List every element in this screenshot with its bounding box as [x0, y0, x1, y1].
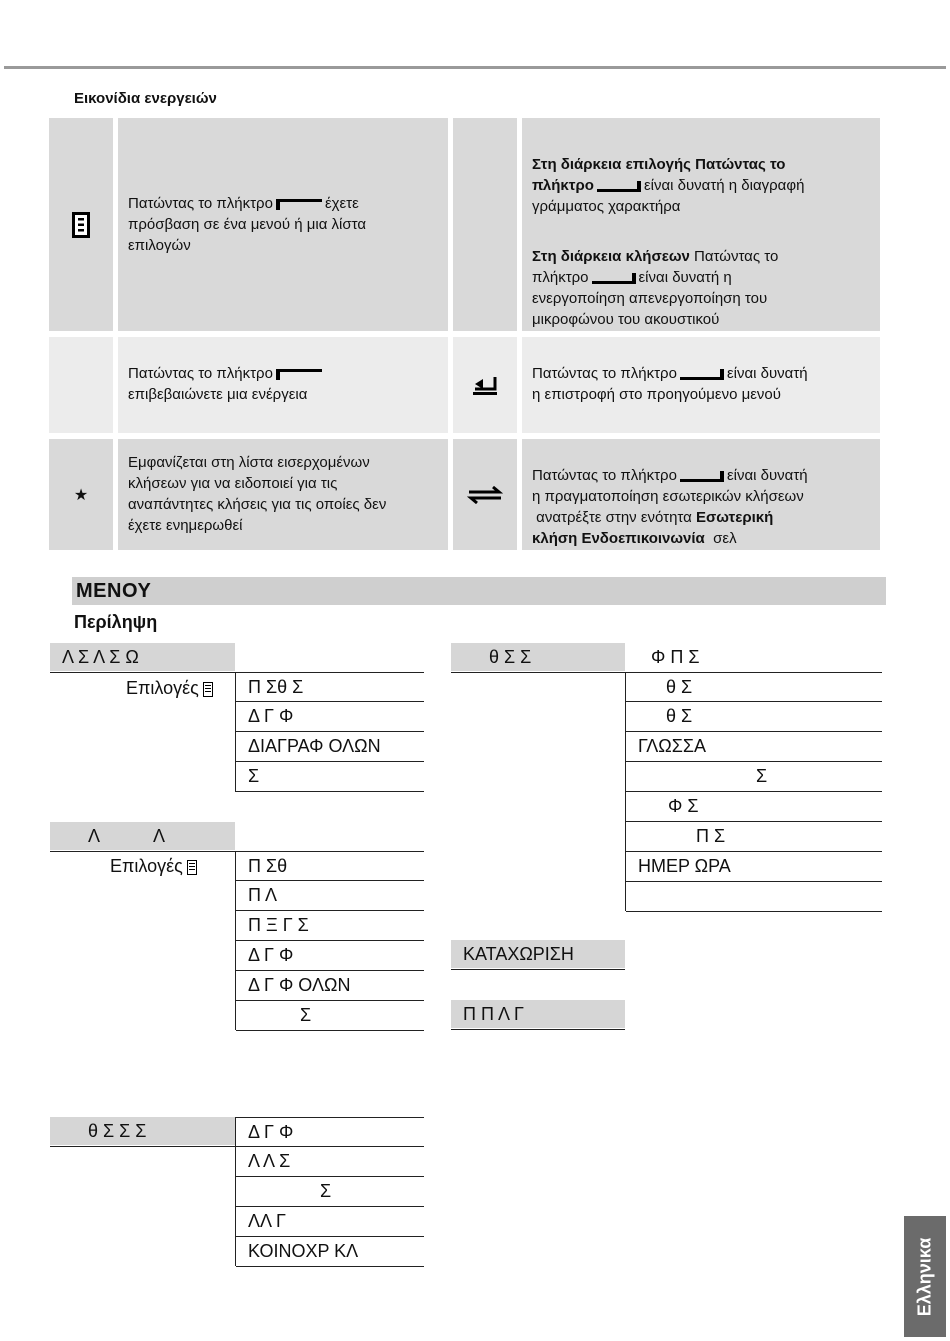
menu-icon-description: [118, 118, 448, 331]
desc-bold: πλήκτρο: [532, 177, 594, 194]
confirm-description: [118, 337, 448, 433]
desc-text: πρόσβαση σε ένα μενού ή μια λίστα: [128, 216, 367, 233]
menu-item[interactable]: ΚΟΙΝΟΧΡ ΚΛ: [236, 1237, 424, 1267]
right-softkey-icon: [680, 471, 724, 482]
icon-cell-menu: [49, 118, 113, 331]
menu-item[interactable]: θ Σ: [626, 702, 882, 732]
intercom-description: [522, 439, 880, 550]
language-side-tab: [904, 1216, 946, 1337]
right-softkey-icon: [597, 181, 641, 192]
left-softkey-icon: [276, 199, 322, 210]
options-label-block1: [126, 674, 213, 702]
desc-text: είναι δυνατή η: [638, 269, 732, 286]
menu-item[interactable]: Δ Γ Φ: [236, 941, 424, 971]
clear-mute-description: [522, 118, 880, 331]
menu-header-block2[interactable]: Λ Λ: [50, 822, 235, 850]
right-softkey-icon: [680, 369, 724, 380]
menu-item[interactable]: ΔΙΑΓΡΑΦ ΟΛΩΝ: [236, 732, 424, 762]
options-text: Επιλογές: [126, 678, 199, 698]
back-description: [522, 337, 880, 433]
divider: [50, 1146, 235, 1147]
menu-header-block5[interactable]: ΚΑΤΑΧΩΡΙΣΗ: [451, 940, 625, 968]
menu-item[interactable]: Δ Γ Φ: [236, 702, 424, 732]
desc-text: ενεργοποίηση απενεργοποίηση του: [532, 290, 768, 307]
desc-text: έχετε ενημερωθεί: [128, 517, 243, 534]
desc-text: η επιστροφή στο προηγούμενο μενού: [532, 386, 781, 403]
menu-item[interactable]: Σ: [236, 762, 424, 792]
options-label-block2: [110, 852, 197, 880]
menu-item[interactable]: Δ Γ Φ ΟΛΩΝ: [236, 971, 424, 1001]
desc-text: αναπάντητες κλήσεις για τις οποίες δεν: [128, 496, 387, 513]
desc-text: επιβεβαιώνετε μια ενέργεια: [128, 386, 308, 403]
back-arrow-icon: [471, 374, 499, 396]
left-softkey-icon: [276, 369, 322, 380]
menu-subtitle: Περίληψη: [74, 612, 158, 632]
desc-text: Πατώντας το πλήκτρο: [532, 365, 677, 382]
star-icon: ★: [73, 486, 89, 504]
submenu-header-block4[interactable]: Φ Π Σ: [651, 647, 700, 667]
menu-list-icon: [203, 682, 213, 697]
desc-text: γράμματος χαρακτήρα: [532, 198, 681, 215]
icon-cell-intercom: [453, 439, 517, 550]
desc-bold: Στη διάρκεια κλήσεων: [532, 248, 690, 265]
missed-call-description: [118, 439, 448, 550]
menu-item[interactable]: Π Ξ Γ Σ: [236, 911, 424, 941]
menu-header-block1[interactable]: Λ Σ Λ Σ Ω: [50, 643, 235, 671]
desc-text: ανατρέξτε στην ενότητα: [536, 509, 692, 526]
desc-text: Εμφανίζεται στη λίστα εισερχομένων: [128, 454, 370, 471]
desc-bold: κλήση Ενδοεπικοινωνία: [532, 530, 705, 547]
desc-text: Πατώντας το πλήκτρο: [532, 467, 677, 484]
menu-item[interactable]: Π Σθ: [236, 851, 424, 881]
menu-item[interactable]: Λ Λ Σ: [236, 1147, 424, 1177]
menu-item[interactable]: ΓΛΩΣΣΑ: [626, 732, 882, 762]
desc-bold: Εσωτερική: [696, 509, 774, 526]
desc-text: είναι δυνατή: [726, 365, 808, 382]
desc-text: είναι δυνατή η διαγραφή: [643, 177, 805, 194]
intercom-arrows-icon: [467, 486, 503, 504]
menu-title-bar: [72, 577, 886, 605]
menu-item[interactable]: Φ Σ: [626, 792, 882, 822]
menu-title: ΜΕΝΟΥ: [76, 580, 152, 602]
section-title: Εικονίδια ενεργειών: [74, 90, 217, 107]
desc-text: σελ: [713, 530, 737, 547]
menu-item[interactable]: Σ: [626, 762, 882, 792]
icon-cell-empty: [453, 118, 517, 331]
divider: [50, 672, 235, 673]
menu-item[interactable]: ΛΛ Γ: [236, 1207, 424, 1237]
menu-item[interactable]: Π Λ: [236, 881, 424, 911]
desc-text: Πατώντας το πλήκτρο: [128, 365, 273, 382]
divider: [451, 1029, 625, 1030]
top-rule: [4, 66, 946, 69]
menu-header-block3[interactable]: θ Σ Σ Σ: [50, 1117, 235, 1145]
options-text: Επιλογές: [110, 856, 183, 876]
menu-header-block4[interactable]: θ Σ Σ: [451, 643, 625, 671]
desc-text: κλήσεων για να ειδοποιεί για τις: [128, 475, 338, 492]
menu-item[interactable]: θ Σ: [626, 672, 882, 702]
desc-bold: Στη διάρκεια επιλογής Πατώντας το: [532, 156, 786, 173]
desc-text: η πραγματοποίηση εσωτερικών κλήσεων: [532, 488, 804, 505]
desc-text: είναι δυνατή: [726, 467, 808, 484]
menu-item[interactable]: ΗΜΕΡ ΩΡΑ: [626, 852, 882, 882]
menu-item[interactable]: Δ Γ Φ: [236, 1117, 424, 1147]
menu-header-block6[interactable]: Π Π Λ Γ: [451, 1000, 625, 1028]
menu-item[interactable]: Π Σθ Σ: [236, 672, 424, 702]
desc-text: πλήκτρο: [532, 269, 589, 286]
icon-cell-empty: [49, 337, 113, 433]
menu-list-icon: [72, 212, 90, 238]
desc-text: Πατώντας το: [694, 248, 779, 265]
divider: [451, 969, 625, 970]
desc-text: έχετε: [324, 195, 359, 212]
desc-text: επιλογών: [128, 237, 191, 254]
menu-item[interactable]: Σ: [236, 1001, 424, 1031]
menu-list-icon: [187, 860, 197, 875]
side-tab-label: Ελληνικα: [914, 1237, 935, 1316]
menu-item[interactable]: Σ: [236, 1177, 424, 1207]
menu-item[interactable]: [626, 882, 882, 912]
icon-cell-star: [49, 439, 113, 550]
desc-text: μικροφώνου του ακουστικού: [532, 311, 720, 328]
divider: [451, 672, 625, 673]
menu-item[interactable]: Π Σ: [626, 822, 882, 852]
icon-cell-back: [453, 337, 517, 433]
right-softkey-icon: [592, 273, 636, 284]
desc-text: Πατώντας το πλήκτρο: [128, 195, 273, 212]
